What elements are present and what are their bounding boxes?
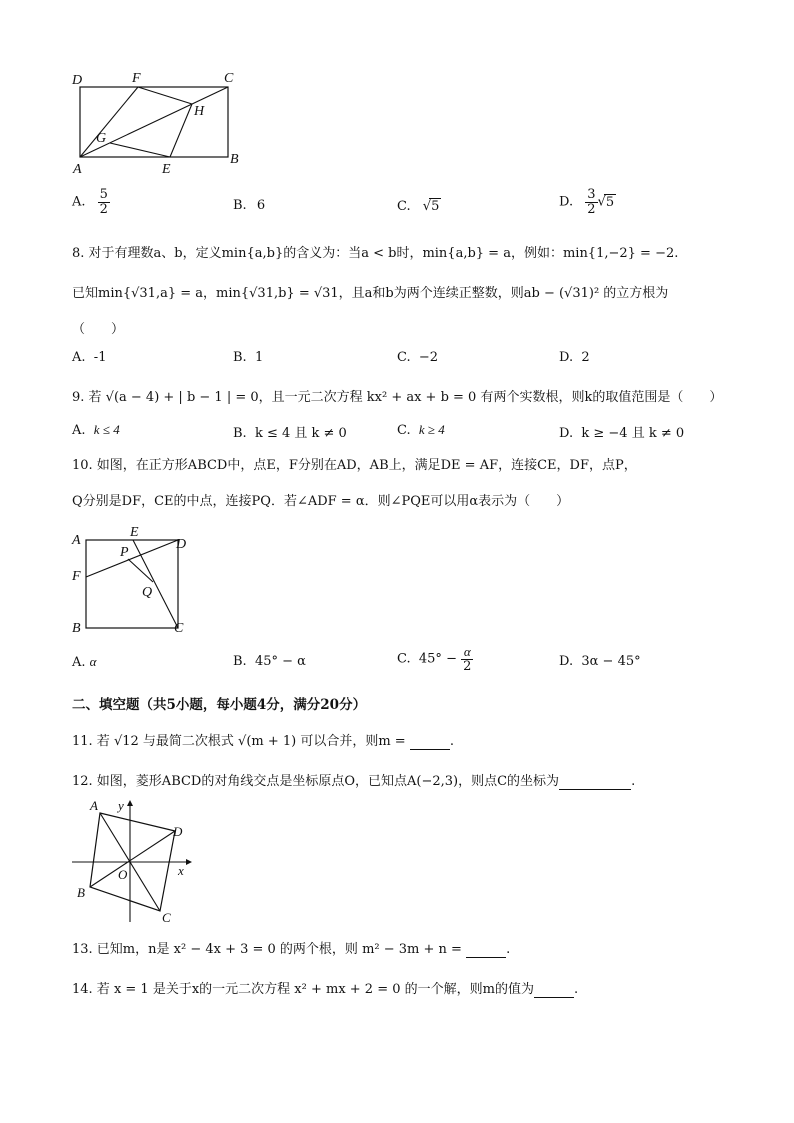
denominator: 2	[463, 658, 472, 674]
numerator: 5	[99, 187, 108, 202]
diagonal-ac	[80, 87, 228, 157]
label-d: D	[72, 73, 83, 88]
q7-option-c	[397, 198, 441, 214]
q13-line	[72, 938, 510, 958]
segment-fd	[86, 540, 178, 577]
q9-option-c	[397, 422, 445, 438]
numerator: 3	[587, 187, 596, 202]
numerator: α	[461, 645, 473, 660]
radicand: 5	[431, 199, 440, 214]
q7-option-d	[559, 188, 616, 216]
period: .	[506, 942, 511, 957]
figure-q12-rhombus	[66, 796, 196, 928]
q10-option-d	[559, 654, 641, 669]
q8-option-a	[72, 350, 106, 365]
option-label: B.	[233, 426, 247, 441]
q9-option-d	[559, 422, 684, 441]
question-text: 14. 若 x = 1 是关于x的一元二次方程 x² + mx + 2 = 0 的一个解，则m的值为	[72, 982, 534, 997]
radicand: 5	[605, 194, 615, 210]
question-text: 12. 如图，菱形ABCD的对角线交点是坐标原点O，已知点A(−2,3)，则点C的坐标为	[72, 774, 560, 789]
radical-sign: √	[422, 199, 432, 214]
segment-ge	[110, 143, 170, 157]
q11-line	[72, 730, 454, 750]
option-label: A.	[72, 655, 86, 670]
question-text: 11. 若 √12 与最简二次根式 √(m + 1) 可以合并，则m =	[72, 734, 406, 749]
segment-af	[80, 87, 138, 157]
option-label: A.	[72, 350, 86, 365]
q12-line	[72, 770, 635, 790]
option-label: B.	[233, 654, 247, 669]
label-b: B	[230, 152, 239, 167]
answer-blank[interactable]	[559, 774, 631, 790]
denominator: 2	[99, 201, 108, 217]
label-c: C	[174, 621, 184, 636]
q8-line-2: 已知min{√31,a} = a，min{√31,b} = √31，且a和b为两个连续正整数，则ab − (√31)² 的立方根为	[72, 286, 669, 301]
period: .	[573, 982, 579, 997]
label-d: D	[173, 824, 183, 839]
label-b: B	[77, 885, 85, 900]
segment-fh	[138, 87, 192, 104]
label-a: A	[73, 162, 82, 177]
q8-option-c	[397, 350, 438, 365]
option-label: D.	[559, 426, 574, 441]
option-text: −2	[418, 350, 439, 365]
label-y: y	[118, 798, 124, 813]
option-label: C.	[397, 423, 411, 438]
segment-ce	[133, 540, 178, 628]
q8-option-b	[233, 350, 263, 365]
q8-line-3: （ ）	[72, 322, 125, 337]
segment-he	[170, 104, 192, 157]
label-o: O	[118, 867, 128, 882]
option-label: A.	[72, 194, 86, 210]
q8-line-1: 8. 对于有理数a、b，定义min{a,b}的含义为：当a < b时，min{a,b} = a，例如：min{1,−2} = −2.	[72, 246, 679, 261]
label-e: E	[162, 162, 171, 177]
answer-blank[interactable]	[410, 734, 450, 750]
label-c: C	[224, 71, 234, 86]
option-text: 3α − 45°	[581, 654, 641, 669]
label-a: A	[90, 798, 98, 813]
q7-option-b	[233, 198, 265, 213]
section-2-title: 二、填空题（共5小题，每小题4分，满分20分）	[72, 697, 367, 713]
option-text: k ≥ −4 且 k ≠ 0	[581, 426, 685, 441]
x-axis-arrow	[186, 859, 192, 865]
option-label: C.	[397, 199, 411, 214]
fraction	[461, 645, 473, 673]
segment-pq	[128, 559, 153, 582]
option-text: k ≤ 4 且 k ≠ 0	[254, 426, 347, 441]
option-label: D.	[559, 654, 574, 669]
label-p: P	[120, 545, 129, 560]
q10-option-c	[397, 645, 473, 673]
option-text: 45° − α	[254, 654, 306, 669]
option-label: C.	[397, 350, 411, 365]
q9-line-1: 9. 若 √(a − 4) + | b − 1 | = 0，且一元二次方程 kx² + ax + b = 0 有两个实数根，则k的取值范围是（ ）	[72, 390, 723, 405]
label-c: C	[162, 910, 171, 925]
figure-q7-rectangle	[60, 62, 260, 182]
option-label: D.	[559, 350, 574, 365]
square-abcd	[86, 540, 178, 628]
y-axis-arrow	[127, 800, 133, 806]
label-a: A	[72, 533, 81, 548]
option-text: 6	[256, 198, 266, 213]
option-text: -1	[93, 350, 107, 365]
option-label: C.	[397, 651, 411, 667]
option-label: A.	[72, 423, 86, 438]
fraction	[585, 188, 597, 216]
answer-blank[interactable]	[466, 942, 506, 958]
label-q: Q	[142, 585, 153, 600]
q10-option-a	[72, 654, 97, 670]
option-text: 1	[254, 350, 264, 365]
option-text: k ≥ 4	[418, 422, 445, 437]
q8-option-d	[559, 350, 590, 365]
q10-line-1: 10. 如图，在正方形ABCD中，点E，F分别在AD，AB上，满足DE = AF，连接CE，DF，点P，	[72, 458, 637, 473]
label-d: D	[176, 537, 187, 552]
option-label: B.	[233, 198, 247, 213]
q7-option-a	[72, 188, 110, 216]
label-b: B	[72, 621, 81, 636]
radical-sign: √	[597, 194, 606, 210]
answer-blank[interactable]	[534, 982, 574, 998]
diagonal-bd	[90, 831, 175, 887]
q14-line	[72, 978, 578, 998]
question-text: 13. 已知m，n是 x² − 4x + 3 = 0 的两个根，则 m² − 3m + n =	[72, 942, 462, 957]
period: .	[631, 774, 636, 789]
label-f: F	[72, 569, 81, 584]
q9-option-a	[72, 422, 120, 438]
label-f: F	[132, 71, 141, 86]
option-label: D.	[559, 194, 574, 210]
option-label: B.	[233, 350, 247, 365]
label-x: x	[178, 863, 184, 878]
q9-option-b	[233, 422, 347, 441]
denominator: 2	[587, 201, 596, 217]
option-text: 45° −	[418, 651, 462, 667]
label-e: E	[130, 525, 139, 540]
fraction	[98, 188, 110, 216]
option-text: α	[89, 654, 97, 669]
option-text: k ≤ 4	[93, 422, 120, 437]
figure-q10-square	[66, 518, 206, 643]
option-text: 2	[581, 350, 590, 365]
q10-line-2: Q分别是DF，CE的中点，连接PQ．若∠ADF = α．则∠PQE可以用α表示为（ ）	[72, 494, 570, 509]
q10-option-b	[233, 654, 306, 669]
period: .	[449, 734, 454, 749]
label-h: H	[194, 104, 205, 119]
label-g: G	[96, 131, 107, 146]
